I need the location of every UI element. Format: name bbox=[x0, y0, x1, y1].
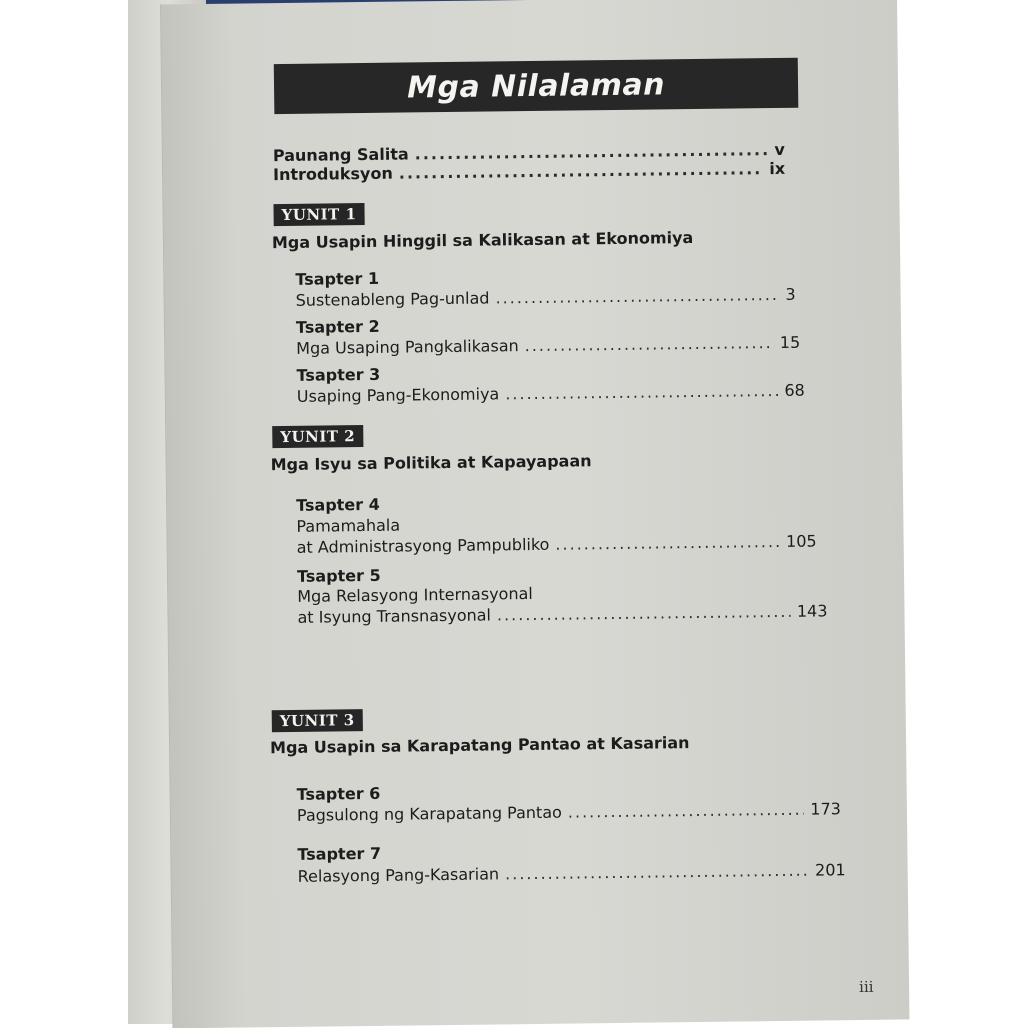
dot-leader bbox=[525, 333, 774, 355]
unit-badge: YUNIT 2 bbox=[272, 425, 363, 448]
entry-label: Pagsulong ng Karapatang Pantao bbox=[296, 802, 562, 825]
entry-label: Usaping Pang-Ekonomiya bbox=[296, 384, 500, 406]
toc-entry-chapter bbox=[297, 381, 805, 406]
chapter-heading: Tsapter 2 bbox=[295, 316, 380, 337]
toc-page bbox=[160, 0, 909, 1028]
chapter-heading: Tsapter 3 bbox=[296, 364, 381, 385]
dot-leader bbox=[505, 861, 809, 884]
unit-title: Mga Usapin sa Karapatang Pantao at Kasarian bbox=[269, 733, 690, 758]
toc-title: Mga Nilalaman bbox=[406, 66, 666, 105]
unit-badge: YUNIT 1 bbox=[273, 203, 364, 226]
entry-label: Introduksyon bbox=[272, 163, 393, 185]
entry-label: Mga Usaping Pangkalikasan bbox=[296, 336, 519, 358]
toc-entry-chapter bbox=[297, 532, 817, 557]
toc-entry-chapter bbox=[298, 860, 846, 886]
entry-page: 143 bbox=[796, 601, 828, 621]
entry-label: at Isyung Transnasyonal bbox=[297, 605, 492, 627]
chapter-heading: Tsapter 7 bbox=[297, 843, 382, 864]
chapter-title-line: Pamamahala bbox=[296, 515, 401, 536]
page-number: iii bbox=[858, 977, 874, 997]
chapter-title-line: Mga Relasyong Internasyonal bbox=[297, 583, 533, 606]
dot-leader bbox=[399, 159, 764, 182]
toc-entry-chapter bbox=[296, 333, 800, 358]
chapter-heading: Tsapter 1 bbox=[295, 268, 380, 289]
entry-page: 105 bbox=[785, 531, 817, 551]
chapter-heading: Tsapter 5 bbox=[296, 565, 381, 586]
dot-leader bbox=[505, 381, 778, 403]
dot-leader bbox=[497, 602, 791, 625]
entry-label: Relasyong Pang-Kasarian bbox=[297, 864, 500, 886]
entry-label: at Administrasyong Pampubliko bbox=[296, 534, 550, 557]
chapter-heading: Tsapter 4 bbox=[296, 494, 380, 515]
unit-badge: YUNIT 3 bbox=[272, 709, 363, 732]
entry-page: ix bbox=[769, 158, 786, 179]
entry-page: 15 bbox=[779, 332, 801, 352]
dot-leader bbox=[568, 800, 805, 822]
unit-title: Mga Usapin Hinggil sa Kalikasan at Ekonomiya bbox=[271, 228, 694, 253]
chapter-heading: Tsapter 6 bbox=[296, 783, 381, 804]
dot-leader bbox=[495, 285, 779, 307]
entry-page: 3 bbox=[785, 284, 796, 304]
unit-title: Mga Isyu sa Politika at Kapayapaan bbox=[270, 451, 592, 475]
entry-page: 68 bbox=[784, 380, 805, 400]
toc-entry-chapter bbox=[297, 799, 841, 825]
entry-label: Paunang Salita bbox=[272, 144, 409, 166]
dot-leader bbox=[555, 532, 780, 554]
entry-page: 201 bbox=[814, 860, 846, 880]
entry-label: Sustenableng Pag-unlad bbox=[295, 288, 490, 310]
entry-page: 173 bbox=[810, 799, 842, 819]
toc-title-banner bbox=[274, 58, 799, 114]
toc-entry-chapter bbox=[297, 601, 827, 626]
entry-page: v bbox=[774, 139, 785, 160]
toc-entry-chapter bbox=[296, 285, 796, 310]
